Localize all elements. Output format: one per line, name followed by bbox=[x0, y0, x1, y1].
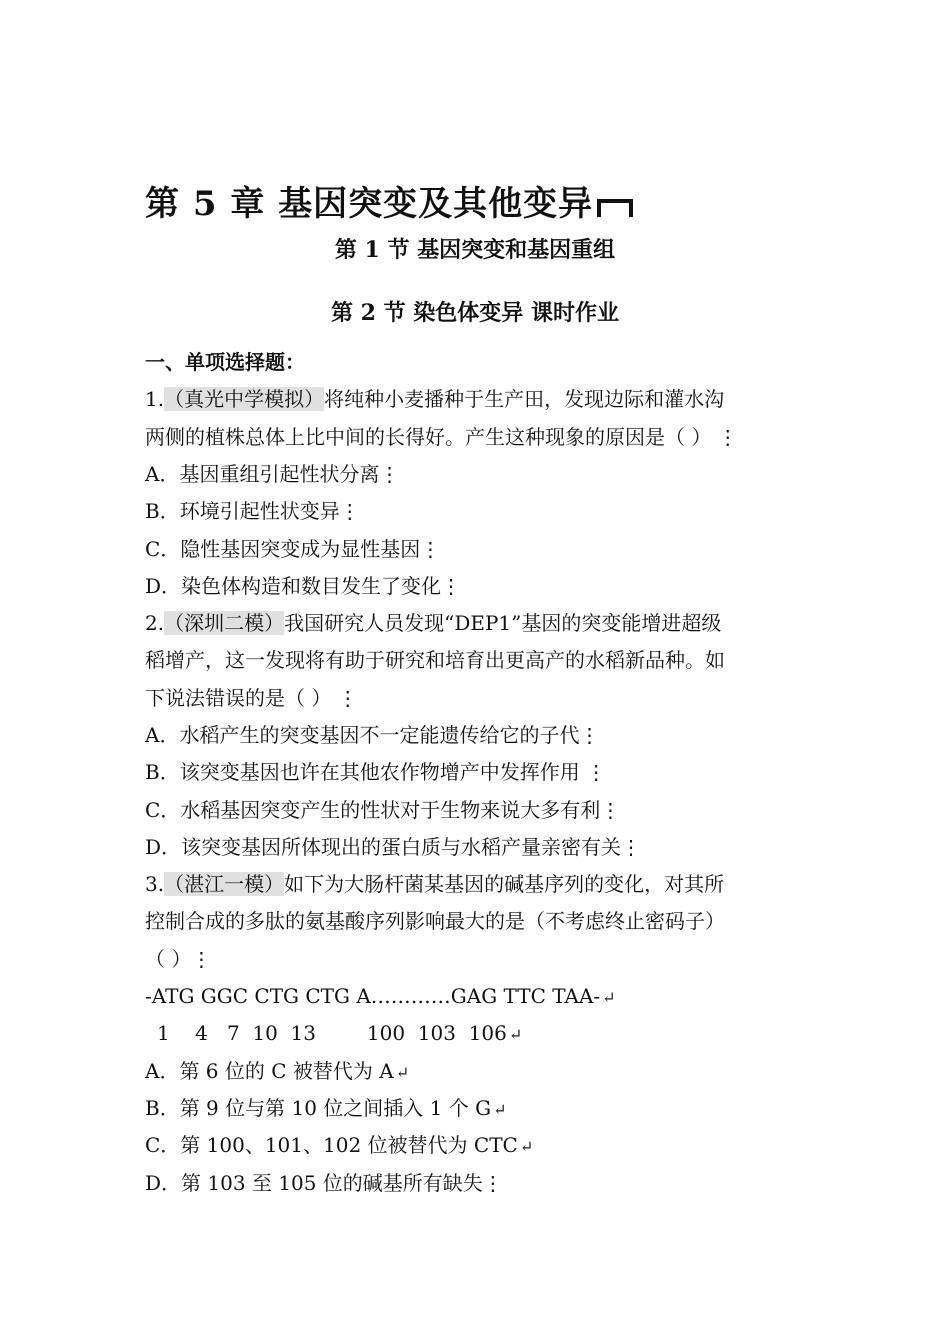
section-mark-icon bbox=[597, 199, 633, 217]
q3-positions: 1 4 7 10 13 100 103 106 ↵ bbox=[157, 1021, 523, 1045]
q2-line3: 下说法错误的是（ ） ⋮ bbox=[145, 686, 358, 710]
paragraph-mark-icon: ⋮ bbox=[482, 1171, 503, 1195]
section2-title: 第 2 节 染色体变异 课时作业 bbox=[331, 300, 619, 326]
q3-option-d: D．第 103 至 105 位的碱基所有缺失⋮ bbox=[145, 1171, 503, 1195]
q2-line1: 2.（深圳二模）我国研究人员发现“DEP1”基因的突变能增进超级 bbox=[145, 611, 722, 635]
q3-option-a: A．第 6 位的 C 被替代为 A ↵ bbox=[145, 1059, 410, 1083]
q1-line1: 1.（真光中学模拟）将纯种小麦播种于生产田，发现边际和灌水沟 bbox=[145, 387, 725, 411]
paragraph-mark-icon: ⋮ bbox=[379, 462, 400, 486]
q2-line2: 稻增产，这一发现将有助于研究和培育出更高产的水稻新品种。如 bbox=[145, 648, 725, 672]
q2-source: （深圳二模） bbox=[164, 611, 285, 635]
q3-line1: 3.（湛江一模）如下为大肠杆菌某基因的碱基序列的变化，对其所 bbox=[145, 872, 725, 896]
q1-option-c: C．隐性基因突变成为显性基因⋮ bbox=[145, 537, 441, 561]
paragraph-mark-icon: ⋮ bbox=[191, 947, 212, 971]
q2-option-d: D．该突变基因所体现出的蛋白质与水稻产量亲密有关⋮ bbox=[145, 835, 642, 859]
q2-option-a: A．水稻产生的突变基因不一定能遗传给它的子代⋮ bbox=[145, 723, 600, 747]
q2-option-b: B．该突变基因也许在其他农作物增产中发挥作用 ⋮ bbox=[145, 760, 607, 784]
line-break-icon: ↵ bbox=[602, 988, 616, 1007]
paragraph-mark-icon: ⋮ bbox=[586, 760, 607, 784]
q3-sequence: -ATG GGC CTG CTG A…………GAG TTC TAA- ↵ bbox=[145, 984, 616, 1008]
q3-option-c: C．第 100、101、102 位被替代为 CTC ↵ bbox=[145, 1133, 534, 1157]
q1-option-b: B．环境引起性状变异⋮ bbox=[145, 499, 360, 523]
paragraph-mark-icon: ⋮ bbox=[579, 723, 600, 747]
q1-option-d: D．染色体构造和数目发生了变化⋮ bbox=[145, 574, 462, 598]
line-break-icon: ↵ bbox=[493, 1100, 507, 1119]
paragraph-mark-icon: ⋮ bbox=[441, 574, 462, 598]
q3-line2: 控制合成的多肽的氨基酸序列影响最大的是（不考虑终止密码子） bbox=[145, 909, 725, 933]
q1-line2: 两侧的植株总体上比中间的长得好。产生这种现象的原因是（ ） ⋮ bbox=[145, 425, 738, 449]
q3-source: （湛江一模） bbox=[164, 872, 285, 896]
part-heading: 一、单项选择题： bbox=[145, 350, 305, 374]
line-break-icon: ↵ bbox=[395, 1063, 410, 1082]
line-break-icon: ↵ bbox=[519, 1137, 534, 1156]
line-break-icon: ↵ bbox=[508, 1025, 523, 1044]
q3-option-b: B．第 9 位与第 10 位之间插入 1 个 G ↵ bbox=[145, 1096, 507, 1120]
paragraph-mark-icon: ⋮ bbox=[337, 686, 358, 710]
paragraph-mark-icon: ⋮ bbox=[420, 537, 441, 561]
paragraph-mark-icon: ⋮ bbox=[621, 835, 642, 859]
q1-option-a: A．基因重组引起性状分离⋮ bbox=[145, 462, 400, 486]
paragraph-mark-icon: ⋮ bbox=[717, 425, 738, 449]
paragraph-mark-icon: ⋮ bbox=[339, 499, 360, 523]
section1-title: 第 1 节 基因突变和基因重组 bbox=[334, 237, 616, 263]
chapter-title: 第 5 章 基因突变及其他变异 bbox=[145, 176, 633, 225]
paragraph-mark-icon: ⋮ bbox=[600, 798, 621, 822]
q1-source: （真光中学模拟） bbox=[164, 387, 325, 411]
q3-line3: （ ）⋮ bbox=[145, 947, 212, 971]
q2-option-c: C．水稻基因突变产生的性状对于生物来说大多有利⋮ bbox=[145, 798, 621, 822]
